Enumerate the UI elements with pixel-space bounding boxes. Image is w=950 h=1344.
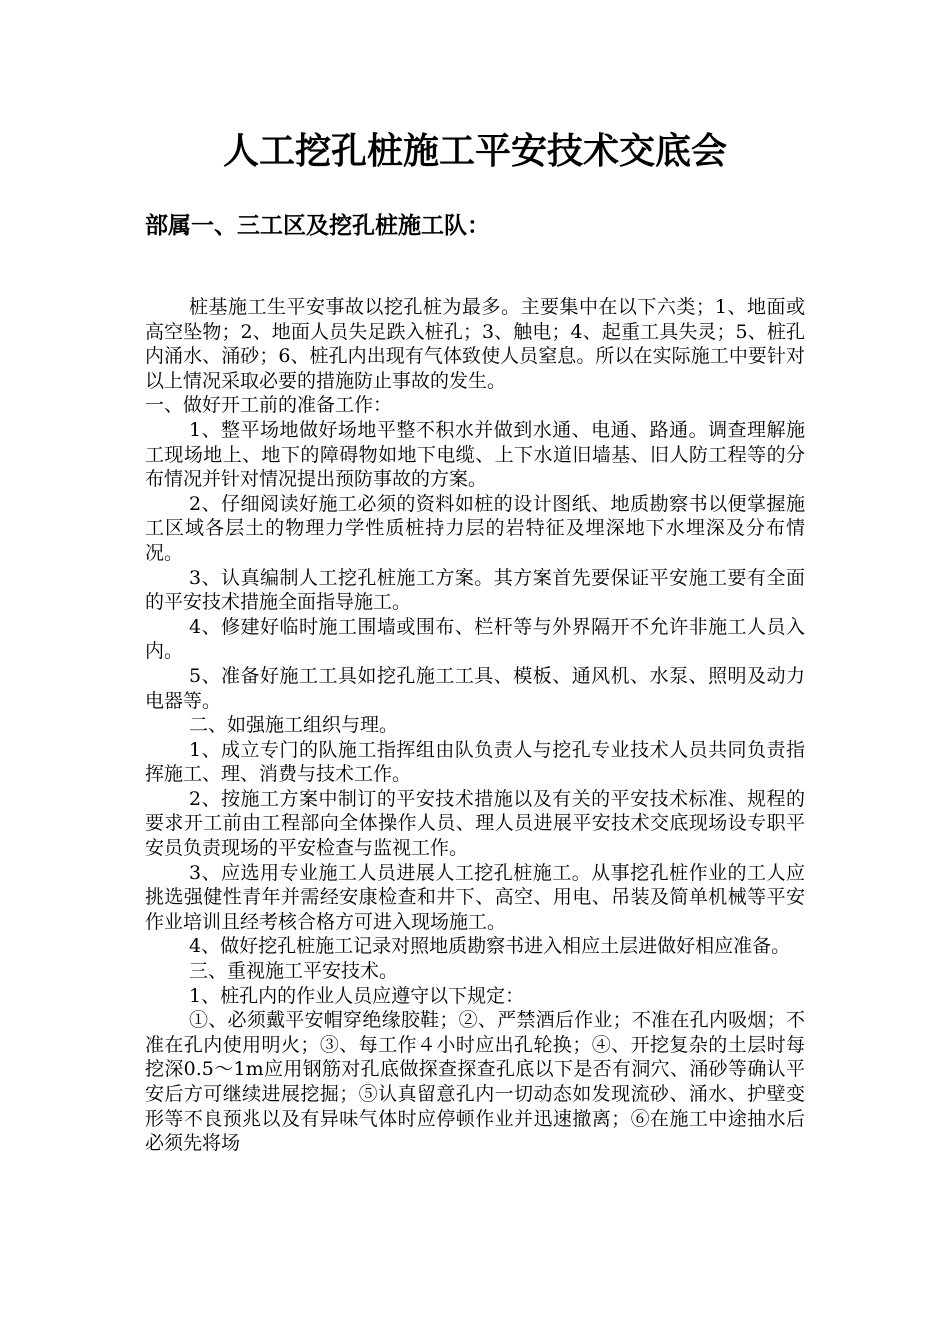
body-paragraph: 2、按施工方案中制订的平安技术措施以及有关的平安技术标准、规程的要求开工前由工程部向全体操作人员、理人员进展平安技术交底现场设专职平安员负责现场的平安检查与监视工作。 [145, 787, 805, 860]
body-paragraph: 1、桩孔内的作业人员应遵守以下规定： [189, 984, 525, 1007]
body-paragraph: 2、仔细阅读好施工必须的资料如桩的设计图纸、地质勘察书以便掌握施工区域各层土的物理力学性质桩持力层的岩特征及埋深地下水埋深及分布情况。 [145, 492, 805, 564]
body-paragraph: 3、应选用专业施工人员进展人工挖孔桩施工。从事挖孔桩作业的工人应挑选强健性青年并需经安康检查和井下、高空、用电、吊装及简单机械等平安作业培训且经考核合格方可进入现场施工。 [145, 861, 805, 933]
body-paragraph: 桩基施工生平安事故以挖孔桩为最多。主要集中在以下六类；1、地面或高空坠物；2、地面人员失足跌入桩孔；3、触电；4、起重工具失灵；5、桩孔内涌水、涌砂；6、桩孔内出现有气体致使人员窒息。所以在实际施工中要针对以上情况采取必要的措施防止事故的发生。 [145, 296, 805, 392]
section-heading: 三、重视施工平安技术。 [189, 960, 399, 983]
section-heading: 二、如强施工组织与理。 [189, 714, 399, 737]
section-heading: 一、做好开工前的准备工作： [145, 394, 393, 417]
body-paragraph: 1、整平场地做好场地平整不积水并做到水通、电通、路通。调查理解施工现场地上、地下的障碍物如地下电缆、上下水道旧墙基、旧人防工程等的分布情况并针对情况提出预防事故的方案。 [145, 418, 805, 491]
document-body [145, 295, 805, 1156]
body-paragraph: 1、成立专门的队施工指挥组由队负责人与挖孔专业技术人员共同负责指挥施工、理、消费与技术工作。 [145, 738, 805, 786]
body-paragraph: 5、准备好施工工具如挖孔施工工具、模板、通风机、水泵、照明及动力电器等。 [145, 664, 805, 712]
body-paragraph: 3、认真编制人工挖孔桩施工方案。其方案首先要保证平安施工要有全面的平安技术措施全面指导施工。 [145, 566, 805, 614]
document-subtitle: 部属一、三工区及挖孔桩施工队： [145, 212, 490, 239]
document-title: 人工挖孔桩施工平安技术交底会 [222, 130, 727, 172]
body-paragraph: 4、做好挖孔桩施工记录对照地质勘察书进入相应土层进做好相应准备。 [189, 935, 791, 958]
body-paragraph: ①、必须戴平安帽穿绝缘胶鞋；②、严禁酒后作业；不准在孔内吸烟；不准在孔内使用明火；③、每工作４小时应出孔轮换；④、开挖复杂的土层时每挖深0.5～1m应用钢筋对孔底做探查探查孔底以下是否有洞穴、涌砂等确认平安后方可继续进展挖掘；⑤认真留意孔内一切动态如发现流砂、涌水、护壁变形等不良预兆以及有异味气体时应停顿作业并迅速撤离；⑥在施工中途抽水后必须先将场 [145, 1009, 805, 1155]
body-paragraph: 4、修建好临时施工围墙或围布、栏杆等与外界隔开不允许非施工人员入内。 [145, 615, 805, 663]
